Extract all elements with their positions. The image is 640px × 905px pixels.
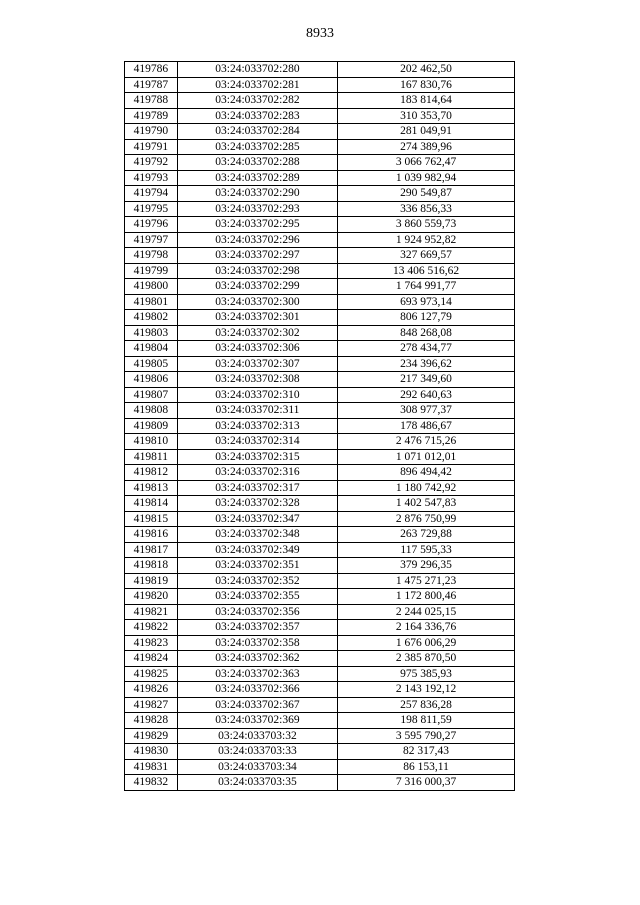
row-number-cell: 419789 xyxy=(125,108,178,124)
cadastral-number-cell: 03:24:033702:317 xyxy=(177,480,337,496)
table-row xyxy=(125,186,515,202)
table-row xyxy=(125,697,515,713)
cadastral-number-cell: 03:24:033702:281 xyxy=(177,77,337,93)
cadastral-value-cell: 336 856,33 xyxy=(338,201,515,217)
cadastral-value-cell: 327 669,57 xyxy=(338,248,515,264)
row-number-cell: 419808 xyxy=(125,403,178,419)
cadastral-value-cell: 263 729,88 xyxy=(338,527,515,543)
table-body xyxy=(125,62,515,791)
cadastral-value-cell: 183 814,64 xyxy=(338,93,515,109)
row-number-cell: 419815 xyxy=(125,511,178,527)
table-row xyxy=(125,217,515,233)
cadastral-value-table xyxy=(124,61,515,791)
cadastral-value-cell: 2 164 336,76 xyxy=(338,620,515,636)
row-number-cell: 419786 xyxy=(125,62,178,78)
table-row xyxy=(125,713,515,729)
cadastral-value-cell: 2 876 750,99 xyxy=(338,511,515,527)
table-row xyxy=(125,449,515,465)
row-number-cell: 419799 xyxy=(125,263,178,279)
cadastral-number-cell: 03:24:033702:311 xyxy=(177,403,337,419)
row-number-cell: 419795 xyxy=(125,201,178,217)
row-number-cell: 419796 xyxy=(125,217,178,233)
table-row xyxy=(125,372,515,388)
cadastral-value-cell: 975 385,93 xyxy=(338,666,515,682)
table-row xyxy=(125,589,515,605)
table-row xyxy=(125,542,515,558)
table-row xyxy=(125,108,515,124)
cadastral-number-cell: 03:24:033702:351 xyxy=(177,558,337,574)
table-row xyxy=(125,232,515,248)
cadastral-number-cell: 03:24:033702:284 xyxy=(177,124,337,140)
row-number-cell: 419787 xyxy=(125,77,178,93)
table-row xyxy=(125,325,515,341)
cadastral-number-cell: 03:24:033703:34 xyxy=(177,759,337,775)
cadastral-number-cell: 03:24:033702:316 xyxy=(177,465,337,481)
cadastral-number-cell: 03:24:033702:308 xyxy=(177,372,337,388)
cadastral-number-cell: 03:24:033702:355 xyxy=(177,589,337,605)
row-number-cell: 419798 xyxy=(125,248,178,264)
row-number-cell: 419797 xyxy=(125,232,178,248)
cadastral-number-cell: 03:24:033702:366 xyxy=(177,682,337,698)
table-row xyxy=(125,248,515,264)
cadastral-value-cell: 2 476 715,26 xyxy=(338,434,515,450)
row-number-cell: 419829 xyxy=(125,728,178,744)
cadastral-number-cell: 03:24:033702:348 xyxy=(177,527,337,543)
table-row xyxy=(125,666,515,682)
cadastral-value-cell: 292 640,63 xyxy=(338,387,515,403)
row-number-cell: 419790 xyxy=(125,124,178,140)
cadastral-value-cell: 848 268,08 xyxy=(338,325,515,341)
cadastral-value-cell: 117 595,33 xyxy=(338,542,515,558)
row-number-cell: 419811 xyxy=(125,449,178,465)
cadastral-number-cell: 03:24:033702:290 xyxy=(177,186,337,202)
cadastral-number-cell: 03:24:033702:347 xyxy=(177,511,337,527)
cadastral-value-cell: 2 244 025,15 xyxy=(338,604,515,620)
row-number-cell: 419817 xyxy=(125,542,178,558)
row-number-cell: 419826 xyxy=(125,682,178,698)
cadastral-value-cell: 234 396,62 xyxy=(338,356,515,372)
table-row xyxy=(125,573,515,589)
row-number-cell: 419832 xyxy=(125,775,178,791)
cadastral-value-cell: 896 494,42 xyxy=(338,465,515,481)
cadastral-number-cell: 03:24:033702:301 xyxy=(177,310,337,326)
cadastral-number-cell: 03:24:033703:35 xyxy=(177,775,337,791)
row-number-cell: 419812 xyxy=(125,465,178,481)
cadastral-number-cell: 03:24:033702:307 xyxy=(177,356,337,372)
cadastral-value-cell: 1 172 800,46 xyxy=(338,589,515,605)
cadastral-number-cell: 03:24:033702:283 xyxy=(177,108,337,124)
row-number-cell: 419825 xyxy=(125,666,178,682)
row-number-cell: 419823 xyxy=(125,635,178,651)
cadastral-number-cell: 03:24:033702:310 xyxy=(177,387,337,403)
table-row xyxy=(125,93,515,109)
cadastral-number-cell: 03:24:033702:298 xyxy=(177,263,337,279)
table-row xyxy=(125,434,515,450)
row-number-cell: 419791 xyxy=(125,139,178,155)
cadastral-value-cell: 1 039 982,94 xyxy=(338,170,515,186)
cadastral-number-cell: 03:24:033702:362 xyxy=(177,651,337,667)
cadastral-value-cell: 3 595 790,27 xyxy=(338,728,515,744)
cadastral-number-cell: 03:24:033702:280 xyxy=(177,62,337,78)
row-number-cell: 419794 xyxy=(125,186,178,202)
cadastral-value-cell: 1 180 742,92 xyxy=(338,480,515,496)
row-number-cell: 419818 xyxy=(125,558,178,574)
cadastral-value-cell: 693 973,14 xyxy=(338,294,515,310)
cadastral-number-cell: 03:24:033702:288 xyxy=(177,155,337,171)
row-number-cell: 419803 xyxy=(125,325,178,341)
cadastral-value-cell: 3 860 559,73 xyxy=(338,217,515,233)
cadastral-value-cell: 2 143 192,12 xyxy=(338,682,515,698)
cadastral-value-cell: 278 434,77 xyxy=(338,341,515,357)
row-number-cell: 419805 xyxy=(125,356,178,372)
row-number-cell: 419831 xyxy=(125,759,178,775)
row-number-cell: 419814 xyxy=(125,496,178,512)
table-row xyxy=(125,170,515,186)
cadastral-value-cell: 379 296,35 xyxy=(338,558,515,574)
cadastral-number-cell: 03:24:033702:293 xyxy=(177,201,337,217)
row-number-cell: 419822 xyxy=(125,620,178,636)
cadastral-value-cell: 178 486,67 xyxy=(338,418,515,434)
cadastral-value-cell: 310 353,70 xyxy=(338,108,515,124)
cadastral-number-cell: 03:24:033702:295 xyxy=(177,217,337,233)
table-row xyxy=(125,651,515,667)
table-row xyxy=(125,387,515,403)
cadastral-value-cell: 281 049,91 xyxy=(338,124,515,140)
cadastral-number-cell: 03:24:033702:285 xyxy=(177,139,337,155)
cadastral-value-cell: 217 349,60 xyxy=(338,372,515,388)
cadastral-value-cell: 274 389,96 xyxy=(338,139,515,155)
cadastral-number-cell: 03:24:033702:314 xyxy=(177,434,337,450)
cadastral-value-cell: 1 676 006,29 xyxy=(338,635,515,651)
row-number-cell: 419801 xyxy=(125,294,178,310)
cadastral-value-cell: 1 475 271,23 xyxy=(338,573,515,589)
cadastral-number-cell: 03:24:033702:357 xyxy=(177,620,337,636)
cadastral-number-cell: 03:24:033703:32 xyxy=(177,728,337,744)
cadastral-value-cell: 290 549,87 xyxy=(338,186,515,202)
cadastral-number-cell: 03:24:033702:313 xyxy=(177,418,337,434)
table-row xyxy=(125,728,515,744)
row-number-cell: 419788 xyxy=(125,93,178,109)
table-row xyxy=(125,635,515,651)
table-row xyxy=(125,465,515,481)
table-row xyxy=(125,77,515,93)
row-number-cell: 419792 xyxy=(125,155,178,171)
table-row xyxy=(125,604,515,620)
table-row xyxy=(125,620,515,636)
row-number-cell: 419800 xyxy=(125,279,178,295)
cadastral-number-cell: 03:24:033702:356 xyxy=(177,604,337,620)
cadastral-number-cell: 03:24:033702:367 xyxy=(177,697,337,713)
row-number-cell: 419802 xyxy=(125,310,178,326)
cadastral-value-cell: 308 977,37 xyxy=(338,403,515,419)
cadastral-number-cell: 03:24:033702:306 xyxy=(177,341,337,357)
cadastral-value-cell: 202 462,50 xyxy=(338,62,515,78)
table-row xyxy=(125,682,515,698)
cadastral-number-cell: 03:24:033702:315 xyxy=(177,449,337,465)
table-row xyxy=(125,775,515,791)
cadastral-value-cell: 806 127,79 xyxy=(338,310,515,326)
cadastral-value-cell: 1 071 012,01 xyxy=(338,449,515,465)
table-row xyxy=(125,155,515,171)
table-row xyxy=(125,403,515,419)
row-number-cell: 419804 xyxy=(125,341,178,357)
cadastral-value-cell: 167 830,76 xyxy=(338,77,515,93)
cadastral-value-cell: 1 924 952,82 xyxy=(338,232,515,248)
table-row xyxy=(125,527,515,543)
cadastral-number-cell: 03:24:033702:299 xyxy=(177,279,337,295)
cadastral-value-cell: 3 066 762,47 xyxy=(338,155,515,171)
table-row xyxy=(125,511,515,527)
table-row xyxy=(125,310,515,326)
row-number-cell: 419821 xyxy=(125,604,178,620)
table-row xyxy=(125,279,515,295)
cadastral-number-cell: 03:24:033702:363 xyxy=(177,666,337,682)
row-number-cell: 419793 xyxy=(125,170,178,186)
cadastral-value-cell: 1 764 991,77 xyxy=(338,279,515,295)
cadastral-value-cell: 257 836,28 xyxy=(338,697,515,713)
cadastral-number-cell: 03:24:033703:33 xyxy=(177,744,337,760)
cadastral-value-cell: 82 317,43 xyxy=(338,744,515,760)
table-row xyxy=(125,341,515,357)
cadastral-number-cell: 03:24:033702:289 xyxy=(177,170,337,186)
cadastral-value-cell: 86 153,11 xyxy=(338,759,515,775)
row-number-cell: 419828 xyxy=(125,713,178,729)
table-row xyxy=(125,558,515,574)
table-row xyxy=(125,124,515,140)
row-number-cell: 419810 xyxy=(125,434,178,450)
row-number-cell: 419830 xyxy=(125,744,178,760)
cadastral-number-cell: 03:24:033702:296 xyxy=(177,232,337,248)
table-row xyxy=(125,496,515,512)
table-row xyxy=(125,744,515,760)
row-number-cell: 419806 xyxy=(125,372,178,388)
cadastral-number-cell: 03:24:033702:352 xyxy=(177,573,337,589)
row-number-cell: 419820 xyxy=(125,589,178,605)
cadastral-value-cell: 13 406 516,62 xyxy=(338,263,515,279)
cadastral-number-cell: 03:24:033702:297 xyxy=(177,248,337,264)
row-number-cell: 419809 xyxy=(125,418,178,434)
page-number: 8933 xyxy=(306,26,334,41)
cadastral-value-cell: 2 385 870,50 xyxy=(338,651,515,667)
cadastral-number-cell: 03:24:033702:358 xyxy=(177,635,337,651)
cadastral-number-cell: 03:24:033702:369 xyxy=(177,713,337,729)
row-number-cell: 419819 xyxy=(125,573,178,589)
row-number-cell: 419824 xyxy=(125,651,178,667)
cadastral-number-cell: 03:24:033702:300 xyxy=(177,294,337,310)
cadastral-number-cell: 03:24:033702:282 xyxy=(177,93,337,109)
row-number-cell: 419827 xyxy=(125,697,178,713)
cadastral-value-cell: 1 402 547,83 xyxy=(338,496,515,512)
table-row xyxy=(125,356,515,372)
row-number-cell: 419813 xyxy=(125,480,178,496)
table-row xyxy=(125,139,515,155)
table-row xyxy=(125,759,515,775)
cadastral-value-cell: 7 316 000,37 xyxy=(338,775,515,791)
table-row xyxy=(125,480,515,496)
cadastral-value-cell: 198 811,59 xyxy=(338,713,515,729)
table-row xyxy=(125,294,515,310)
table-row xyxy=(125,418,515,434)
table-row xyxy=(125,263,515,279)
table-row xyxy=(125,201,515,217)
row-number-cell: 419807 xyxy=(125,387,178,403)
row-number-cell: 419816 xyxy=(125,527,178,543)
cadastral-number-cell: 03:24:033702:328 xyxy=(177,496,337,512)
table-row xyxy=(125,62,515,78)
cadastral-number-cell: 03:24:033702:349 xyxy=(177,542,337,558)
cadastral-number-cell: 03:24:033702:302 xyxy=(177,325,337,341)
